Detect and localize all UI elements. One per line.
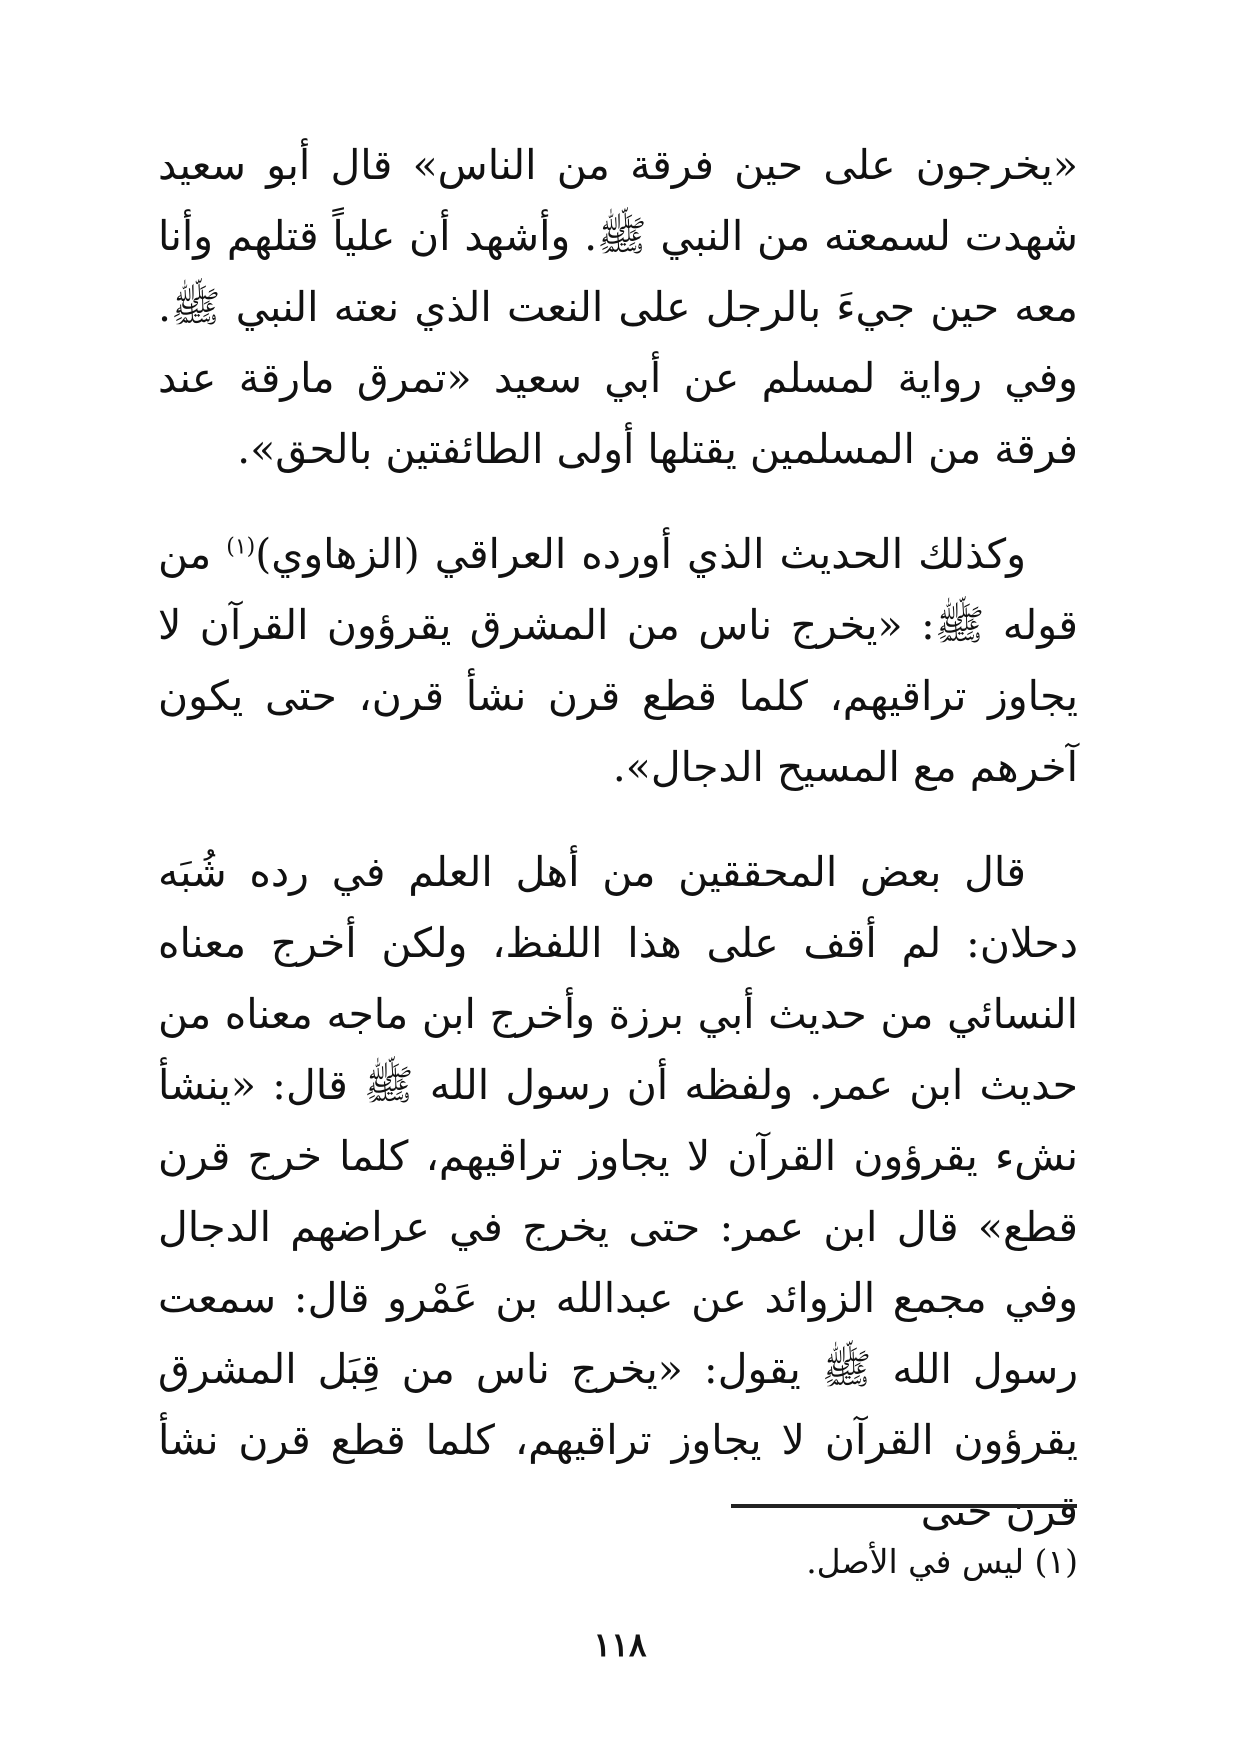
paragraph-2-rest: من قوله ﷺ: «يخرج ناس من المشرق يقرؤون القرآن لا يجاوز تراقيهم، كلما قطع قرن نشأ قرن، حتى يكون آخرهم مع المسيح الدجال». xyxy=(158,530,1078,791)
page-number: ١١٨ xyxy=(593,1625,647,1664)
footnote: (١) ليس في الأصل. xyxy=(806,1542,1078,1581)
paragraph-1: «يخرجون على حين فرقة من الناس» قال أبو سعيد شهدت لسمعته من النبي ﷺ. وأشهد أن علياً قتلهم وأنا معه حين جيءَ بالرجل على النعت الذي نعته النبي ﷺ. وفي رواية لمسلم عن أبي سعيد «تمرق مارقة عند فرقة من المسلمين يقتلها أولى الطائفتين بالحق». xyxy=(158,141,1078,473)
paragraph-2-lead: وكذلك الحديث الذي أورده العراقي (الزهاوي) xyxy=(255,530,1026,578)
footnote-divider xyxy=(731,1504,1077,1508)
paragraph-2 xyxy=(158,519,1078,803)
paragraph-3: قال بعض المحققين من أهل العلم في رده شُبَه دحلان: لم أقف على هذا اللفظ، ولكن أخرج معناه النسائي من حديث أبي برزة وأخرج ابن ماجه معناه من حديث ابن عمر. ولفظه أن رسول الله ﷺ قال: «ينشأ نشء يقرؤون القرآن لا يجاوز تراقيهم، كلما خرج قرن قطع» قال ابن عمر: حتى يخرج في عراضهم الدجال وفي مجمع الزوائد عن عبدالله بن عَمْرو قال: سمعت رسول الله ﷺ يقول: «يخرج ناس من قِبَل المشرق يقرؤون القرآن لا يجاوز تراقيهم، كلما قطع قرن نشأ قرن حتى xyxy=(158,848,1078,1535)
footnote-marker: (١) xyxy=(226,534,256,560)
main-text xyxy=(158,130,1078,1581)
